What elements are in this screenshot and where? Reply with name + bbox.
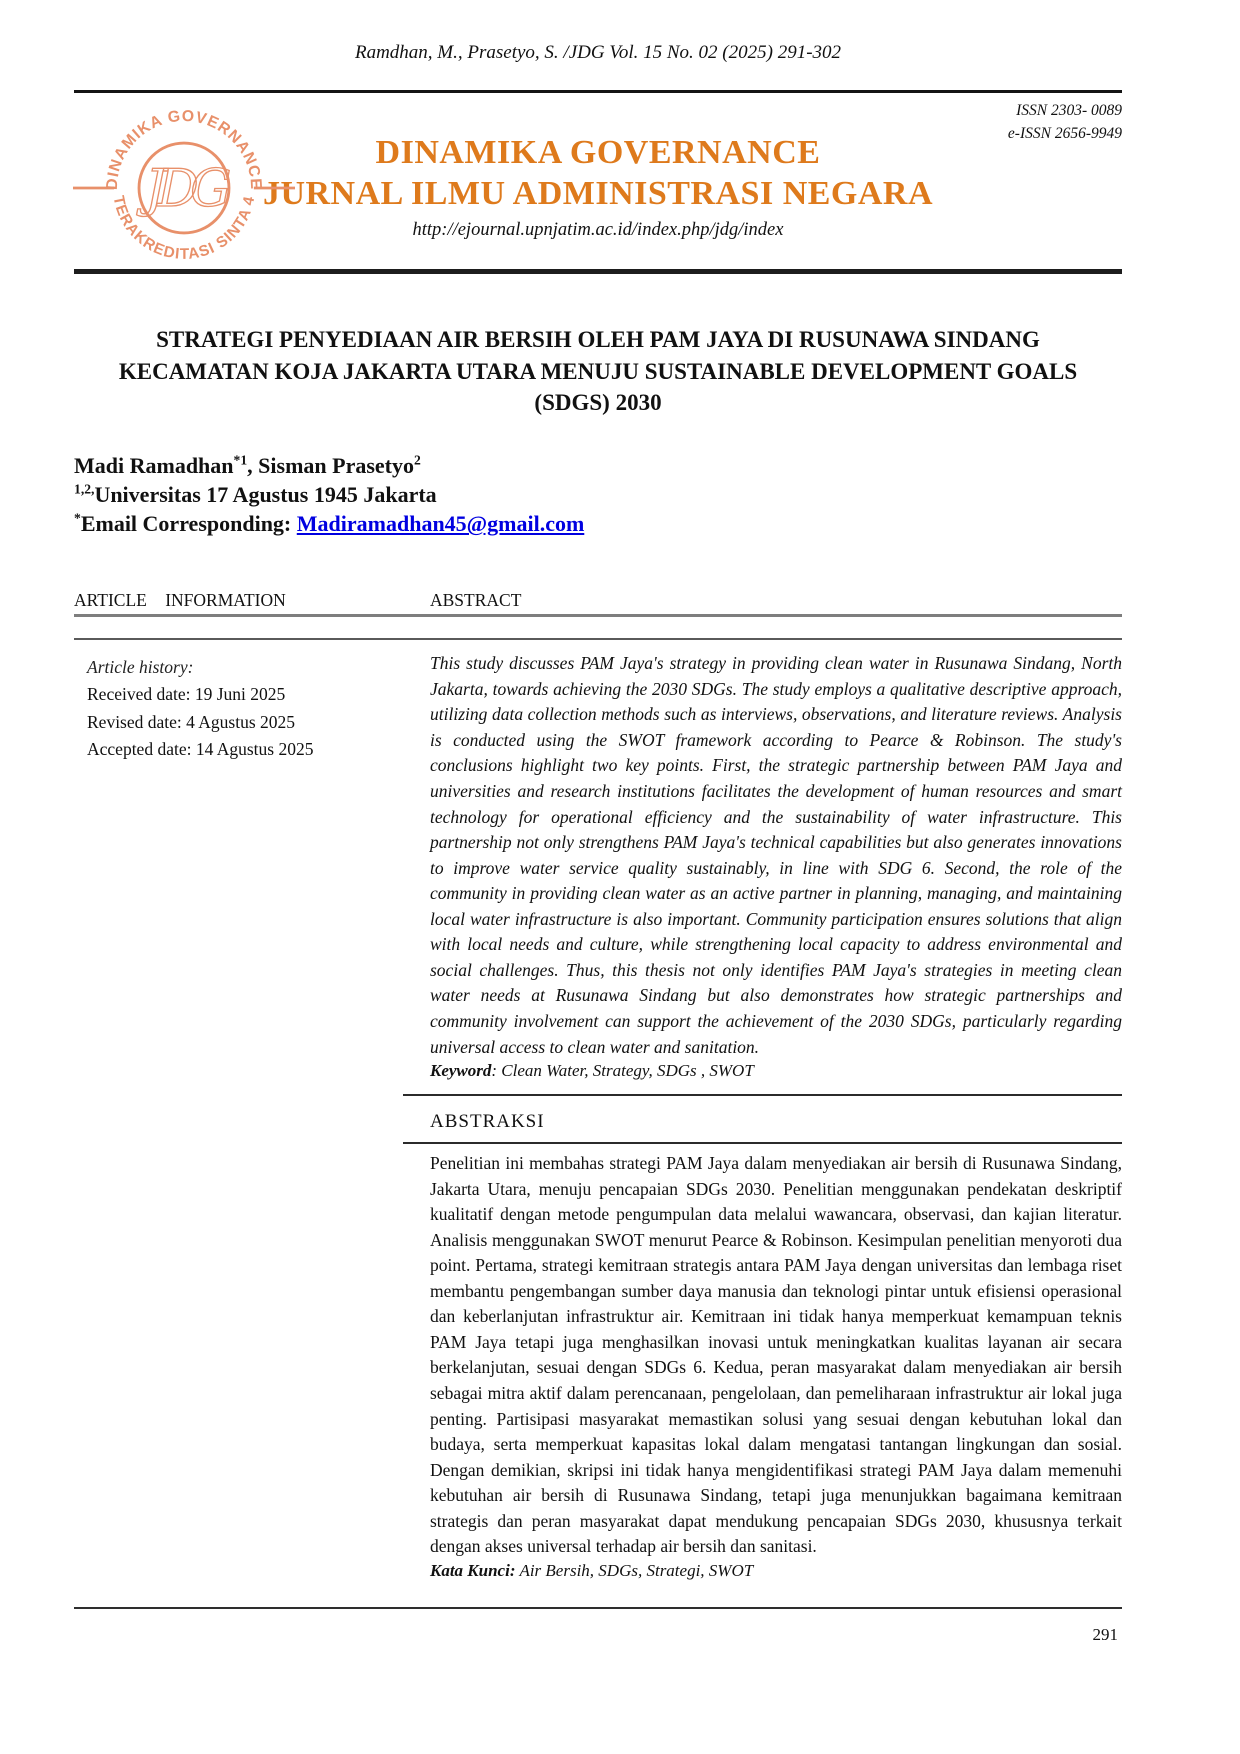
article-title-line1: STRATEGI PENYEDIAAN AIR BERSIH OLEH PAM JAYA DI RUSUNAWA SINDANG <box>156 327 1040 352</box>
abstract-column <box>403 640 1122 1581</box>
abstraksi-header: ABSTRAKSI <box>430 1111 545 1133</box>
author-2-superscript: 2 <box>414 452 421 468</box>
article-title <box>74 324 1122 419</box>
kata-kunci-line <box>403 1561 1122 1581</box>
abstraksi-header-rule <box>403 1142 1122 1144</box>
issn-online: e-ISSN 2656-9949 <box>1007 125 1122 143</box>
article-information-header: ARTICLE INFORMATION <box>74 590 286 611</box>
email-label: Email Corresponding: <box>80 511 297 537</box>
issn-block <box>1008 99 1122 146</box>
received-date: Received date: 19 Juni 2025 <box>87 684 286 705</box>
affiliation-text: Universitas 17 Agustus 1945 Jakarta <box>94 482 437 508</box>
affiliation-superscript: 1,2, <box>74 481 95 497</box>
email-superscript: * <box>74 510 81 526</box>
journal-url: http://ejournal.upnjatim.ac.id/index.php/jdg/index <box>412 219 784 240</box>
info-abstract-table <box>74 590 1122 1581</box>
masthead <box>74 93 1122 265</box>
keyword-values: : Clean Water, Strategy, SDGs , SWOT <box>491 1061 754 1081</box>
header-rule-1 <box>74 614 1122 617</box>
article-history <box>74 640 403 763</box>
keywords-line <box>403 1061 1122 1081</box>
kata-kunci-label: Kata Kunci: <box>430 1560 516 1580</box>
page-number: 291 <box>1092 1624 1118 1644</box>
journal-logo-badge-icon <box>66 99 302 277</box>
corresponding-email-link[interactable]: Madiramadhan45@gmail.com <box>296 511 585 537</box>
author-names <box>74 451 1122 480</box>
article-title-line3: (SDGS) 2030 <box>534 390 662 416</box>
table-body <box>74 640 1122 1581</box>
accepted-date: Accepted date: 14 Agustus 2025 <box>87 738 314 759</box>
abstract-english-text: This study discusses PAM Jaya's strategy in providing clean water in Rusunawa Sindang, North Jakarta, towards achieving the 2030 SDGs. The study employs a qualitative descriptive approach, utilizing data collection methods such as interviews, observations, and literature reviews. Analysis is conducted using the SWOT framework according to Pearce & Robinson. The study's conclusions highlight two key points. First, the strategic partnership between PAM Jaya and universities and research institutions facilitates the development of human resources and smart technology for operational efficiency and the sustainability of water infrastructure. This partnership not only strengthens PAM Jaya's technical capabilities but also generates innovations to improve water service quality sustainably, in line with SDG 6. Second, the role of the community in providing clean water as an active partner in planning, managing, and maintaining local water infrastructure is also important. Community participation ensures solutions that align with local needs and culture, while strengthening local capacity to address environmental and social challenges. Thus, this thesis not only identifies PAM Jaya's strategies in meeting clean water needs at Rusunawa Sindang but also demonstrates how strategic partnerships and community involvement can support the achievement of the 2030 SDGs, particularly regarding universal access to clean water and sanitation. <box>430 653 1122 1057</box>
abstract-divider-rule <box>403 1094 1122 1096</box>
author-block <box>74 451 1122 538</box>
author-2-name: Sisman Prasetyo <box>258 453 414 479</box>
logo-arc-top-text: DINAMIKA GOVERNANCE <box>103 107 265 191</box>
logo-monogram: JDG <box>145 159 223 220</box>
table-header-row <box>74 590 1122 611</box>
email-line <box>74 509 1122 538</box>
article-title-line2: KECAMATAN KOJA JAKARTA UTARA MENUJU SUSTAINABLE DEVELOPMENT GOALS <box>118 358 1078 384</box>
author-1-name: Madi Ramadhan <box>74 453 234 479</box>
journal-title-line2: JURNAL ILMU ADMINISTRASI NEGARA <box>262 174 934 212</box>
author-separator: , <box>247 453 259 479</box>
journal-title-line1: DINAMIKA GOVERNANCE <box>375 134 821 171</box>
keyword-label: Keyword <box>430 1061 492 1081</box>
footer-rule <box>74 1607 1122 1609</box>
abstract-indonesian-text: Penelitian ini membahas strategi PAM Jaya dalam menyediakan air bersih di Rusunawa Sindang, Jakarta Utara, menuju pencapaian SDGs 2030. Penelitian menggunakan pendekatan deskriptif kualitatif dengan metode pengumpulan data melalui wawancara, observasi, dan kajian literatur. Analisis menggunakan SWOT menurut Pearce & Robinson. Kesimpulan penelitian menyoroti dua point. Pertama, strategi kemitraan strategis antara PAM Jaya dengan universitas dan lembaga riset membantu pengembangan sumber daya manusia dan teknologi pintar untuk efisiensi operasional dan keberlanjutan infrastruktur air. Kemitraan ini tidak hanya memperkuat kemampuan teknis PAM Jaya tetapi juga menghasilkan inovasi untuk meningkatkan kualitas layanan air secara berkelanjutan, sesuai dengan SDGs 6. Kedua, peran masyarakat dalam menyediakan air bersih sebagai mitra aktif dalam perencanaan, pengelolaan, dan pemeliharaan infrastruktur air lokal juga penting. Partisipasi masyarakat memastikan solusi yang sesuai dengan kebutuhan lokal dan budaya, serta memperkuat kapasitas lokal dalam mengatasi tantangan lingkungan dan sosial. Dengan demikian, skripsi ini tidak hanya mengidentifikasi strategi PAM Jaya dalam memenuhi kebutuhan air bersih di Rusunawa Sindang, tetapi juga menunjukkan bagaimana kemitraan strategis dan peran masyarakat dapat mendukung pencapaian SDGs 2030, khususnya terkait dengan akses universal terhadap air bersih dan sanitasi. <box>430 1153 1122 1557</box>
kata-kunci-values: Air Bersih, SDGs, Strategi, SWOT <box>515 1560 754 1580</box>
affiliation-line <box>74 480 1122 509</box>
revised-date: Revised date: 4 Agustus 2025 <box>87 711 296 732</box>
running-head: Ramdhan, M., Prasetyo, S. /JDG Vol. 15 No. 02 (2025) 291-302 <box>354 42 842 63</box>
logo-arc-bottom-text: TERAKREDITASI SINTA 4 <box>109 194 259 263</box>
abstract-header: ABSTRACT <box>430 590 522 611</box>
journal-logo <box>66 99 302 282</box>
author-1-superscript: *1 <box>233 452 248 468</box>
article-history-label: Article history: <box>87 657 194 678</box>
issn-print: ISSN 2303- 0089 <box>1016 102 1122 119</box>
